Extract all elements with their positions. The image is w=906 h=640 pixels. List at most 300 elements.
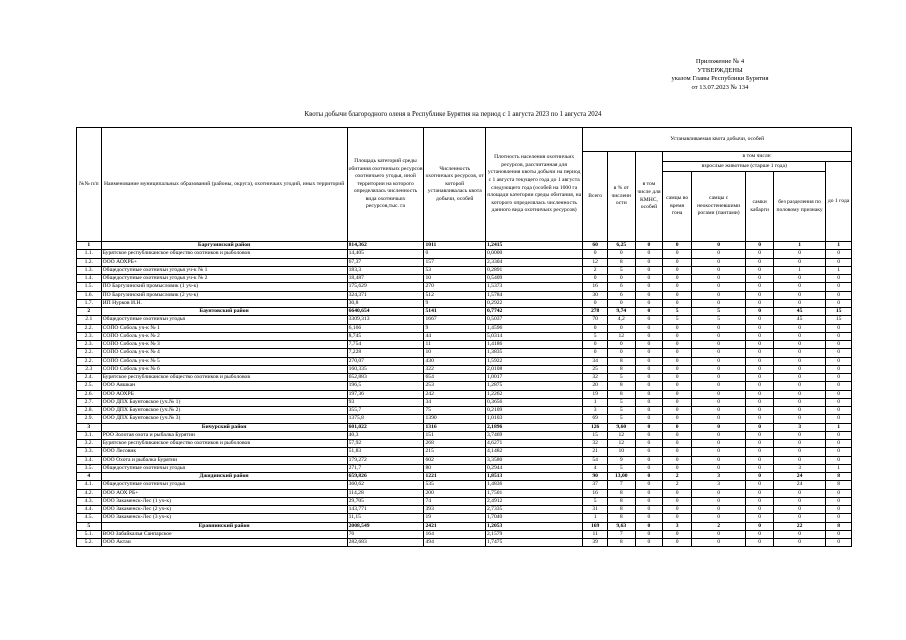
cell-name: Общедоступные охотничьи угодья	[101, 464, 347, 472]
cell-population: 34	[424, 398, 486, 406]
cell-no-sex: 22	[773, 522, 825, 530]
cell-population: 268	[424, 440, 486, 448]
table-row	[77, 291, 852, 299]
cell-under1: 0	[826, 324, 852, 332]
cell-no-sex: 0	[773, 258, 825, 266]
cell-males-antler: 0	[691, 275, 745, 283]
cell-area: 40,3	[347, 431, 424, 439]
cell-population: 253	[424, 382, 486, 390]
cell-area: 6,166	[347, 324, 424, 332]
cell-density: 1,7475	[485, 539, 582, 547]
cell-percent: 8	[607, 506, 635, 514]
cell-kmns: 0	[635, 390, 663, 398]
cell-total: 32	[583, 440, 608, 448]
cell-total: 15	[583, 431, 608, 439]
district-row	[77, 423, 852, 431]
cell-kmns: 0	[635, 275, 663, 283]
cell-no-sex: 0	[773, 374, 825, 382]
cell-population: 1011	[424, 242, 486, 250]
cell-area: 652,883	[347, 374, 424, 382]
district-row	[77, 522, 852, 530]
cell-total: 37	[583, 481, 608, 489]
cell-males-antler: 0	[691, 365, 745, 373]
cell-kmns: 0	[635, 506, 663, 514]
cell-males-rut: 0	[663, 324, 692, 332]
cell-percent: 6	[607, 291, 635, 299]
cell-population: 151	[424, 431, 486, 439]
cell-under1: 1	[826, 464, 852, 472]
cell-population: 75	[424, 407, 486, 415]
cell-num: 5.2.	[77, 539, 102, 547]
cell-females: 0	[746, 308, 774, 316]
cell-num: 1.5.	[77, 283, 102, 291]
cell-males-antler: 0	[691, 382, 745, 390]
cell-under1: 0	[826, 275, 852, 283]
decree-date: от 13.07.2023 № 134	[691, 83, 749, 91]
cell-population: 535	[424, 481, 486, 489]
cell-name: Бурятское республиканское общество охотников и рыболовов	[101, 440, 347, 448]
cell-males-rut: 0	[663, 258, 692, 266]
cell-kmns: 0	[635, 539, 663, 547]
quota-table	[76, 127, 852, 547]
cell-density: 5,0314	[485, 332, 582, 340]
cell-name: ООО АОХРБ	[101, 390, 347, 398]
cell-males-rut: 0	[663, 497, 692, 505]
table-row	[77, 266, 852, 274]
col-females: самки кабарги	[746, 172, 774, 242]
cell-name: Общедоступные охотничьи угодья	[101, 481, 347, 489]
cell-percent: 5	[607, 415, 635, 423]
cell-percent: 7	[607, 530, 635, 538]
cell-under1: 0	[826, 489, 852, 497]
cell-males-rut: 0	[663, 242, 692, 250]
col-adult-group: взрослые животные (старше 1 года)	[663, 162, 826, 172]
cell-under1: 0	[826, 431, 852, 439]
cell-total: 11	[583, 530, 608, 538]
cell-kmns: 0	[635, 423, 663, 431]
cell-kmns: 0	[635, 308, 663, 316]
cell-total: 0	[583, 299, 608, 307]
cell-no-sex: 0	[773, 506, 825, 514]
cell-area: 6640,654	[347, 308, 424, 316]
cell-under1: 0	[826, 341, 852, 349]
cell-no-sex: 0	[773, 448, 825, 456]
cell-males-rut: 5	[663, 308, 692, 316]
cell-males-rut: 0	[663, 530, 692, 538]
col-kmns: в том числе для КМНС, особей	[635, 152, 663, 242]
cell-females: 0	[746, 291, 774, 299]
cell-total: 126	[583, 423, 608, 431]
cell-population: 512	[424, 291, 486, 299]
cell-name: СОПО Соболь уч-к № 2	[101, 332, 347, 340]
cell-under1: 0	[826, 374, 852, 382]
cell-name: ПО Баргузинский промысловик (2 уч-к)	[101, 291, 347, 299]
cell-name: ООО АОХ РБ+	[101, 489, 347, 497]
cell-females: 0	[746, 497, 774, 505]
cell-population: 53	[424, 266, 486, 274]
cell-name: Бурятское республиканское общество охотников и рыболовов	[101, 250, 347, 258]
table-row	[77, 530, 852, 538]
cell-area: 175,629	[347, 283, 424, 291]
cell-num: 2.3.	[77, 341, 102, 349]
cell-females: 0	[746, 514, 774, 522]
cell-area: 11,15	[347, 514, 424, 522]
cell-num: 1	[77, 242, 102, 250]
cell-no-sex: 0	[773, 382, 825, 390]
cell-name: ООО Закаменск-Лес (1 уч-к)	[101, 497, 347, 505]
cell-males-antler: 0	[691, 415, 745, 423]
cell-percent: 0	[607, 250, 635, 258]
cell-population: 74	[424, 497, 486, 505]
cell-population: 242	[424, 390, 486, 398]
cell-total: 16	[583, 489, 608, 497]
cell-males-rut: 0	[663, 423, 692, 431]
cell-num: 2.2.	[77, 349, 102, 357]
cell-females: 0	[746, 415, 774, 423]
table-row	[77, 464, 852, 472]
cell-no-sex: 0	[773, 415, 825, 423]
col-males-antler: самцы с неокостеневшими рогами (пантами)	[691, 172, 745, 242]
cell-males-antler: 0	[691, 357, 745, 365]
cell-kmns: 0	[635, 324, 663, 332]
cell-percent: 9	[607, 456, 635, 464]
cell-under1: 8	[826, 473, 852, 481]
cell-density: 1,5784	[485, 291, 582, 299]
cell-area: 270,07	[347, 357, 424, 365]
cell-total: 69	[583, 415, 608, 423]
cell-num: 3.3.	[77, 448, 102, 456]
cell-total: 0	[583, 250, 608, 258]
cell-num: 1.2.	[77, 258, 102, 266]
cell-density: 0,5409	[485, 275, 582, 283]
cell-no-sex: 0	[773, 250, 825, 258]
district-row	[77, 308, 852, 316]
cell-under1: 0	[826, 332, 852, 340]
cell-area: 2008,549	[347, 522, 424, 530]
cell-percent: 13,00	[607, 473, 635, 481]
cell-population: 393	[424, 506, 486, 514]
cell-females: 0	[746, 539, 774, 547]
cell-name: Баунтовский район	[101, 308, 347, 316]
cell-percent: 12	[607, 332, 635, 340]
cell-under1: 0	[826, 299, 852, 307]
cell-males-rut: 0	[663, 464, 692, 472]
cell-name: ПО Баргузинский промысловик (1 уч-к)	[101, 283, 347, 291]
cell-no-sex: 0	[773, 407, 825, 415]
cell-under1: 0	[826, 497, 852, 505]
cell-total: 5	[583, 497, 608, 505]
cell-area: 183,3	[347, 266, 424, 274]
cell-num: 2.3	[77, 365, 102, 373]
cell-males-rut: 0	[663, 514, 692, 522]
cell-males-rut: 5	[663, 316, 692, 324]
cell-no-sex: 0	[773, 341, 825, 349]
cell-population: 430	[424, 357, 486, 365]
cell-under1: 0	[826, 382, 852, 390]
cell-females: 0	[746, 258, 774, 266]
cell-under1: 1	[826, 266, 852, 274]
cell-name: ООО Закаменск-Лес (2 уч-к)	[101, 506, 347, 514]
cell-num: 1.7.	[77, 299, 102, 307]
cell-total: 5	[583, 332, 608, 340]
cell-name: Баргузинский район	[101, 242, 347, 250]
cell-kmns: 0	[635, 464, 663, 472]
cell-kmns: 0	[635, 283, 663, 291]
cell-percent: 7	[607, 481, 635, 489]
cell-percent: 12	[607, 440, 635, 448]
cell-area: 14,405	[347, 250, 424, 258]
cell-density: 4,6271	[485, 440, 582, 448]
cell-density: 1,4186	[485, 341, 582, 349]
cell-total: 25	[583, 365, 608, 373]
cell-no-sex: 1	[773, 266, 825, 274]
cell-num: 2.2.	[77, 357, 102, 365]
cell-name: Общедоступные охотничьи угодья	[101, 316, 347, 324]
cell-density: 0,0000	[485, 250, 582, 258]
cell-total: 0	[583, 349, 608, 357]
cell-area: 196,5	[347, 382, 424, 390]
cell-males-rut: 0	[663, 456, 692, 464]
cell-females: 0	[746, 390, 774, 398]
table-row	[77, 431, 852, 439]
cell-name: ООО Аяшкан	[101, 382, 347, 390]
cell-percent: 8	[607, 514, 635, 522]
cell-under1: 0	[826, 250, 852, 258]
cell-density: 1,7501	[485, 489, 582, 497]
cell-name: ООО ДПХ Баунтовское (уч.№ 3)	[101, 415, 347, 423]
cell-no-sex: 0	[773, 357, 825, 365]
cell-kmns: 0	[635, 481, 663, 489]
cell-name: ООО Лесовик	[101, 448, 347, 456]
cell-population: 44	[424, 332, 486, 340]
cell-population: 1221	[424, 473, 486, 481]
cell-population: 1390	[424, 415, 486, 423]
cell-males-rut: 0	[663, 291, 692, 299]
cell-percent: 5	[607, 398, 635, 406]
cell-total: 34	[583, 357, 608, 365]
cell-kmns: 0	[635, 374, 663, 382]
cell-population: 0	[424, 250, 486, 258]
cell-total: 4	[583, 464, 608, 472]
cell-total: 1	[583, 514, 608, 522]
cell-num: 2.4.	[77, 374, 102, 382]
cell-area: 30,8	[347, 299, 424, 307]
cell-males-antler: 0	[691, 283, 745, 291]
cell-density: 2,3304	[485, 258, 582, 266]
cell-density: 2,1579	[485, 530, 582, 538]
cell-density: 1,4836	[485, 481, 582, 489]
cell-under1: 15	[826, 308, 852, 316]
cell-density: 1,2415	[485, 242, 582, 250]
cell-males-antler: 0	[691, 423, 745, 431]
cell-density: 0,2922	[485, 299, 582, 307]
table-row	[77, 497, 852, 505]
cell-males-rut: 0	[663, 431, 692, 439]
table-row	[77, 448, 852, 456]
cell-females: 0	[746, 283, 774, 291]
cell-no-sex: 0	[773, 291, 825, 299]
cell-under1: 0	[826, 349, 852, 357]
cell-percent: 12	[607, 431, 635, 439]
cell-females: 0	[746, 489, 774, 497]
district-row	[77, 473, 852, 481]
cell-percent: 9,63	[607, 522, 635, 530]
cell-females: 0	[746, 299, 774, 307]
cell-no-sex: 0	[773, 299, 825, 307]
cell-percent: 6	[607, 283, 635, 291]
cell-area: 3309,313	[347, 316, 424, 324]
cell-males-antler: 0	[691, 440, 745, 448]
table-header	[77, 128, 852, 242]
table-row	[77, 390, 852, 398]
cell-males-antler: 5	[691, 308, 745, 316]
cell-no-sex: 0	[773, 332, 825, 340]
cell-area: 18,487	[347, 275, 424, 283]
cell-population: 322	[424, 365, 486, 373]
cell-percent: 8	[607, 382, 635, 390]
appendix-label: Приложение № 4	[695, 58, 745, 65]
cell-area: 179,272	[347, 456, 424, 464]
cell-no-sex: 0	[773, 440, 825, 448]
cell-total: 0	[583, 341, 608, 349]
cell-density: 1,3835	[485, 349, 582, 357]
cell-kmns: 0	[635, 489, 663, 497]
cell-males-antler: 3	[691, 473, 745, 481]
cell-total: 278	[583, 308, 608, 316]
cell-percent: 8	[607, 365, 635, 373]
cell-density: 3,3580	[485, 456, 582, 464]
table-row	[77, 481, 852, 489]
cell-males-rut: 0	[663, 415, 692, 423]
cell-no-sex: 0	[773, 489, 825, 497]
cell-under1: 0	[826, 258, 852, 266]
document-title: Квоты добычи благородного оленя в Республике Бурятия на период с 1 августа 2023 по 1 августа 2024	[304, 111, 602, 118]
cell-kmns: 0	[635, 291, 663, 299]
cell-females: 0	[746, 349, 774, 357]
cell-name: Общедоступные охотничьи угодья уч-к № 2	[101, 275, 347, 283]
cell-area: 8,745	[347, 332, 424, 340]
table-row	[77, 324, 852, 332]
cell-area: 7,754	[347, 341, 424, 349]
cell-under1: 1	[826, 242, 852, 250]
cell-no-sex: 0	[773, 514, 825, 522]
cell-no-sex: 0	[773, 539, 825, 547]
cell-density: 2,7335	[485, 506, 582, 514]
table-row	[77, 299, 852, 307]
district-row	[77, 242, 852, 250]
cell-kmns: 0	[635, 407, 663, 415]
cell-kmns: 0	[635, 473, 663, 481]
cell-density: 0,2944	[485, 464, 582, 472]
cell-population: 157	[424, 258, 486, 266]
col-no-sex: без разделения по половому признаку	[773, 172, 825, 242]
cell-males-rut: 0	[663, 349, 692, 357]
cell-males-rut: 0	[663, 283, 692, 291]
cell-kmns: 0	[635, 522, 663, 530]
cell-under1: 0	[826, 283, 852, 291]
table-row	[77, 440, 852, 448]
cell-percent: 8	[607, 497, 635, 505]
table-row	[77, 415, 852, 423]
table-row	[77, 489, 852, 497]
cell-num: 3.5.	[77, 464, 102, 472]
cell-num: 4.4.	[77, 506, 102, 514]
cell-kmns: 0	[635, 332, 663, 340]
cell-percent: 5	[607, 407, 635, 415]
cell-percent: 0	[607, 324, 635, 332]
cell-males-rut: 0	[663, 250, 692, 258]
cell-males-antler: 0	[691, 489, 745, 497]
cell-males-antler: 0	[691, 456, 745, 464]
cell-population: 602	[424, 456, 486, 464]
cell-males-rut: 0	[663, 382, 692, 390]
cell-males-antler: 0	[691, 242, 745, 250]
cell-males-rut: 2	[663, 473, 692, 481]
cell-males-antler: 0	[691, 324, 745, 332]
cell-area: 197,36	[347, 390, 424, 398]
cell-under1: 0	[826, 365, 852, 373]
cell-kmns: 0	[635, 365, 663, 373]
cell-num: 1.6.	[77, 291, 102, 299]
cell-under1: 8	[826, 522, 852, 530]
cell-num: 4.1.	[77, 481, 102, 489]
cell-no-sex: 1	[773, 242, 825, 250]
cell-area: 324,371	[347, 291, 424, 299]
cell-name: ВОО Забайкалья Санпарское	[101, 530, 347, 538]
cell-num: 2	[77, 308, 102, 316]
cell-males-rut: 0	[663, 266, 692, 274]
cell-no-sex: 3	[773, 423, 825, 431]
cell-name: ООО Закаменск-Лес (3 уч-к)	[101, 514, 347, 522]
cell-no-sex: 0	[773, 398, 825, 406]
col-num: №№ п/п	[77, 128, 102, 242]
cell-kmns: 0	[635, 242, 663, 250]
cell-num: 2.5.	[77, 382, 102, 390]
cell-population: 10	[424, 349, 486, 357]
cell-name: ООО АОХРБ+	[101, 258, 347, 266]
cell-total: 39	[583, 539, 608, 547]
cell-population: 164	[424, 530, 486, 538]
cell-name: ИП Нурков И.Н.	[101, 299, 347, 307]
cell-males-antler: 0	[691, 448, 745, 456]
cell-kmns: 0	[635, 266, 663, 274]
cell-no-sex: 0	[773, 390, 825, 398]
cell-num: 3.1.	[77, 431, 102, 439]
cell-percent: 0	[607, 341, 635, 349]
cell-population: 200	[424, 489, 486, 497]
cell-total: 90	[583, 473, 608, 481]
cell-males-rut: 3	[663, 522, 692, 530]
cell-total: 54	[583, 456, 608, 464]
cell-males-rut: 0	[663, 440, 692, 448]
cell-num: 2.6.	[77, 390, 102, 398]
cell-males-rut: 0	[663, 506, 692, 514]
cell-males-antler: 5	[691, 316, 745, 324]
cell-density: 1,4596	[485, 324, 582, 332]
cell-kmns: 0	[635, 431, 663, 439]
cell-under1: 0	[826, 514, 852, 522]
cell-area: 271,7	[347, 464, 424, 472]
cell-no-sex: 0	[773, 365, 825, 373]
cell-area: 29,705	[347, 497, 424, 505]
cell-males-antler: 0	[691, 431, 745, 439]
cell-percent: 6,25	[607, 242, 635, 250]
cell-percent: 8	[607, 258, 635, 266]
cell-kmns: 0	[635, 357, 663, 365]
table-row	[77, 365, 852, 373]
cell-males-rut: 0	[663, 275, 692, 283]
table-row	[77, 506, 852, 514]
